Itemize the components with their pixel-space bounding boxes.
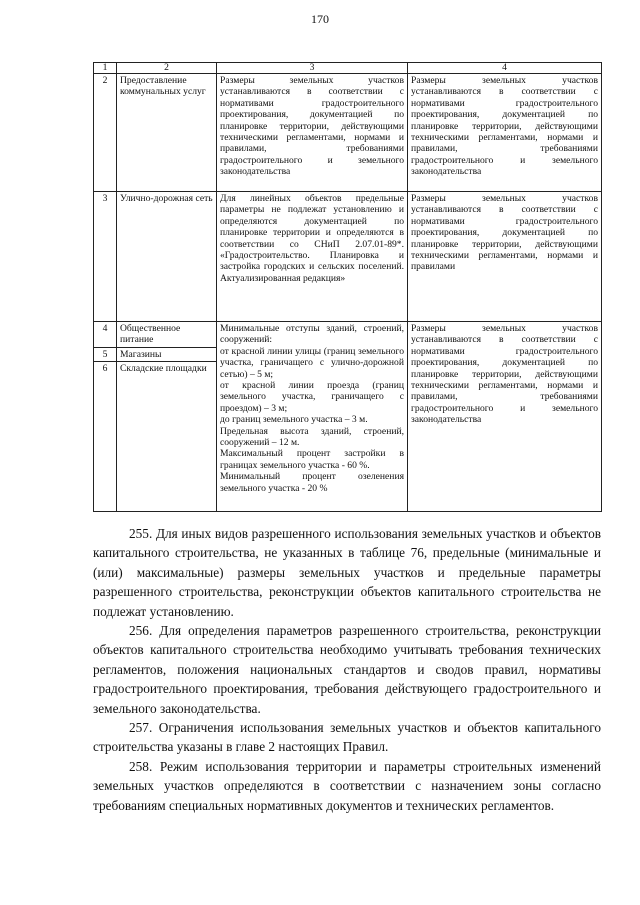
use-type-cell: Магазины	[117, 347, 217, 361]
paragraph-258: 258. Режим использования территории и параметры строительных изменений земельных участков определяются в соответствии с назначением зоны согласно требованиям специальных нормативных документов и технических регламентов.	[93, 758, 601, 813]
row-number: 5	[94, 347, 117, 361]
paragraph-257: 257. Ограничения использования земельных участков и объектов капитального строительства указаны в главе 2 настоящих Правил.	[93, 720, 601, 755]
param-line: от красной линии улицы (границ земельного участка, граничащего с улично-дорожной сетью) – 5 м;	[220, 345, 404, 380]
header-cell: 2	[117, 63, 217, 74]
paragraph-255: 255. Для иных видов разрешенного использования земельных участков и объектов капитального строительства, не указанных в таблице 76, предельные (минимальные и (или) максимальные) размеры земельных участков и предельные параметры разрешенного строительства, реконструкции объектов капитального строительства не подлежат установлению.	[93, 526, 601, 619]
row-number: 4	[94, 322, 117, 348]
header-cell: 3	[217, 63, 408, 74]
use-type-cell: Предоставление коммунальных услуг	[117, 74, 217, 192]
params-cell: Размеры земельных участков устанавливаются в соответствии с нормативами градостроительного проектирования, документацией по планировке территории, действующими техническими регламентами, нормами и правилами, требованиями градостроительного и земельного законодательства	[217, 74, 408, 192]
params-cell	[217, 322, 408, 512]
sizes-cell: Размеры земельных участков устанавливаются в соответствии с нормативами градостроительного проектирования, документацией по планировке территории, действующими техническими регламентами, нормами и правилами, требованиями градостроительного и земельного законодательства	[408, 322, 602, 512]
paragraph-256: 256. Для определения параметров разрешенного строительства, реконструкции объектов капитального строительства необходимо учитывать требования технических регламентов, положения национальных стандартов и сводов правил, нормативы градостроительного проектирования, требования действующего градостроительного и земельного законодательства.	[93, 623, 601, 716]
param-line: Минимальный процент озеленения земельного участка - 20 %	[220, 471, 404, 494]
row-number: 2	[94, 74, 117, 192]
header-cell: 4	[408, 63, 602, 74]
table-row	[94, 192, 602, 322]
table-header-row	[94, 63, 602, 74]
regulations-table	[93, 62, 602, 512]
sizes-cell: Размеры земельных участков устанавливаются в соответствии с нормативами градостроительного проектирования, документацией по планировке территории, действующими техническими регламентами, нормами и правилами	[408, 192, 602, 322]
param-line: Максимальный процент застройки в границах земельного участка - 60 %.	[220, 448, 404, 471]
param-line: до границ земельного участка – 3 м.	[220, 414, 368, 426]
params-cell: Для линейных объектов предельные параметры не подлежат установлению и определяются документацией по планировке территории и определяются в соответствии со СНиП 2.07.01-89*. «Градостроительство. Планировка и застройка городских и сельских поселений. Актуализированная редакция»	[217, 192, 408, 322]
header-cell: 1	[94, 63, 117, 74]
table-row	[94, 74, 602, 192]
use-type-cell: Улично-дорожная сеть	[117, 192, 217, 322]
body-text	[93, 524, 601, 815]
param-line: от красной линии проезда (границ земельного участка, граничащего с проездом) – 3 м;	[220, 380, 404, 414]
sizes-cell: Размеры земельных участков устанавливаются в соответствии с нормативами градостроительного проектирования, документацией по планировке территории, действующими техническими регламентами, нормами и правилами, требованиями градостроительного и земельного законодательства	[408, 74, 602, 192]
param-line: Минимальные отступы зданий, строений, сооружений:	[220, 323, 404, 346]
use-type-cell: Общественное питание	[117, 322, 217, 348]
page-number: 170	[311, 12, 329, 26]
use-type-cell: Складские площадки	[117, 362, 217, 512]
row-number: 3	[94, 192, 117, 322]
row-number: 6	[94, 362, 117, 512]
table-row	[94, 322, 602, 348]
param-line: Предельная высота зданий, строений, сооружений – 12 м.	[220, 425, 404, 449]
